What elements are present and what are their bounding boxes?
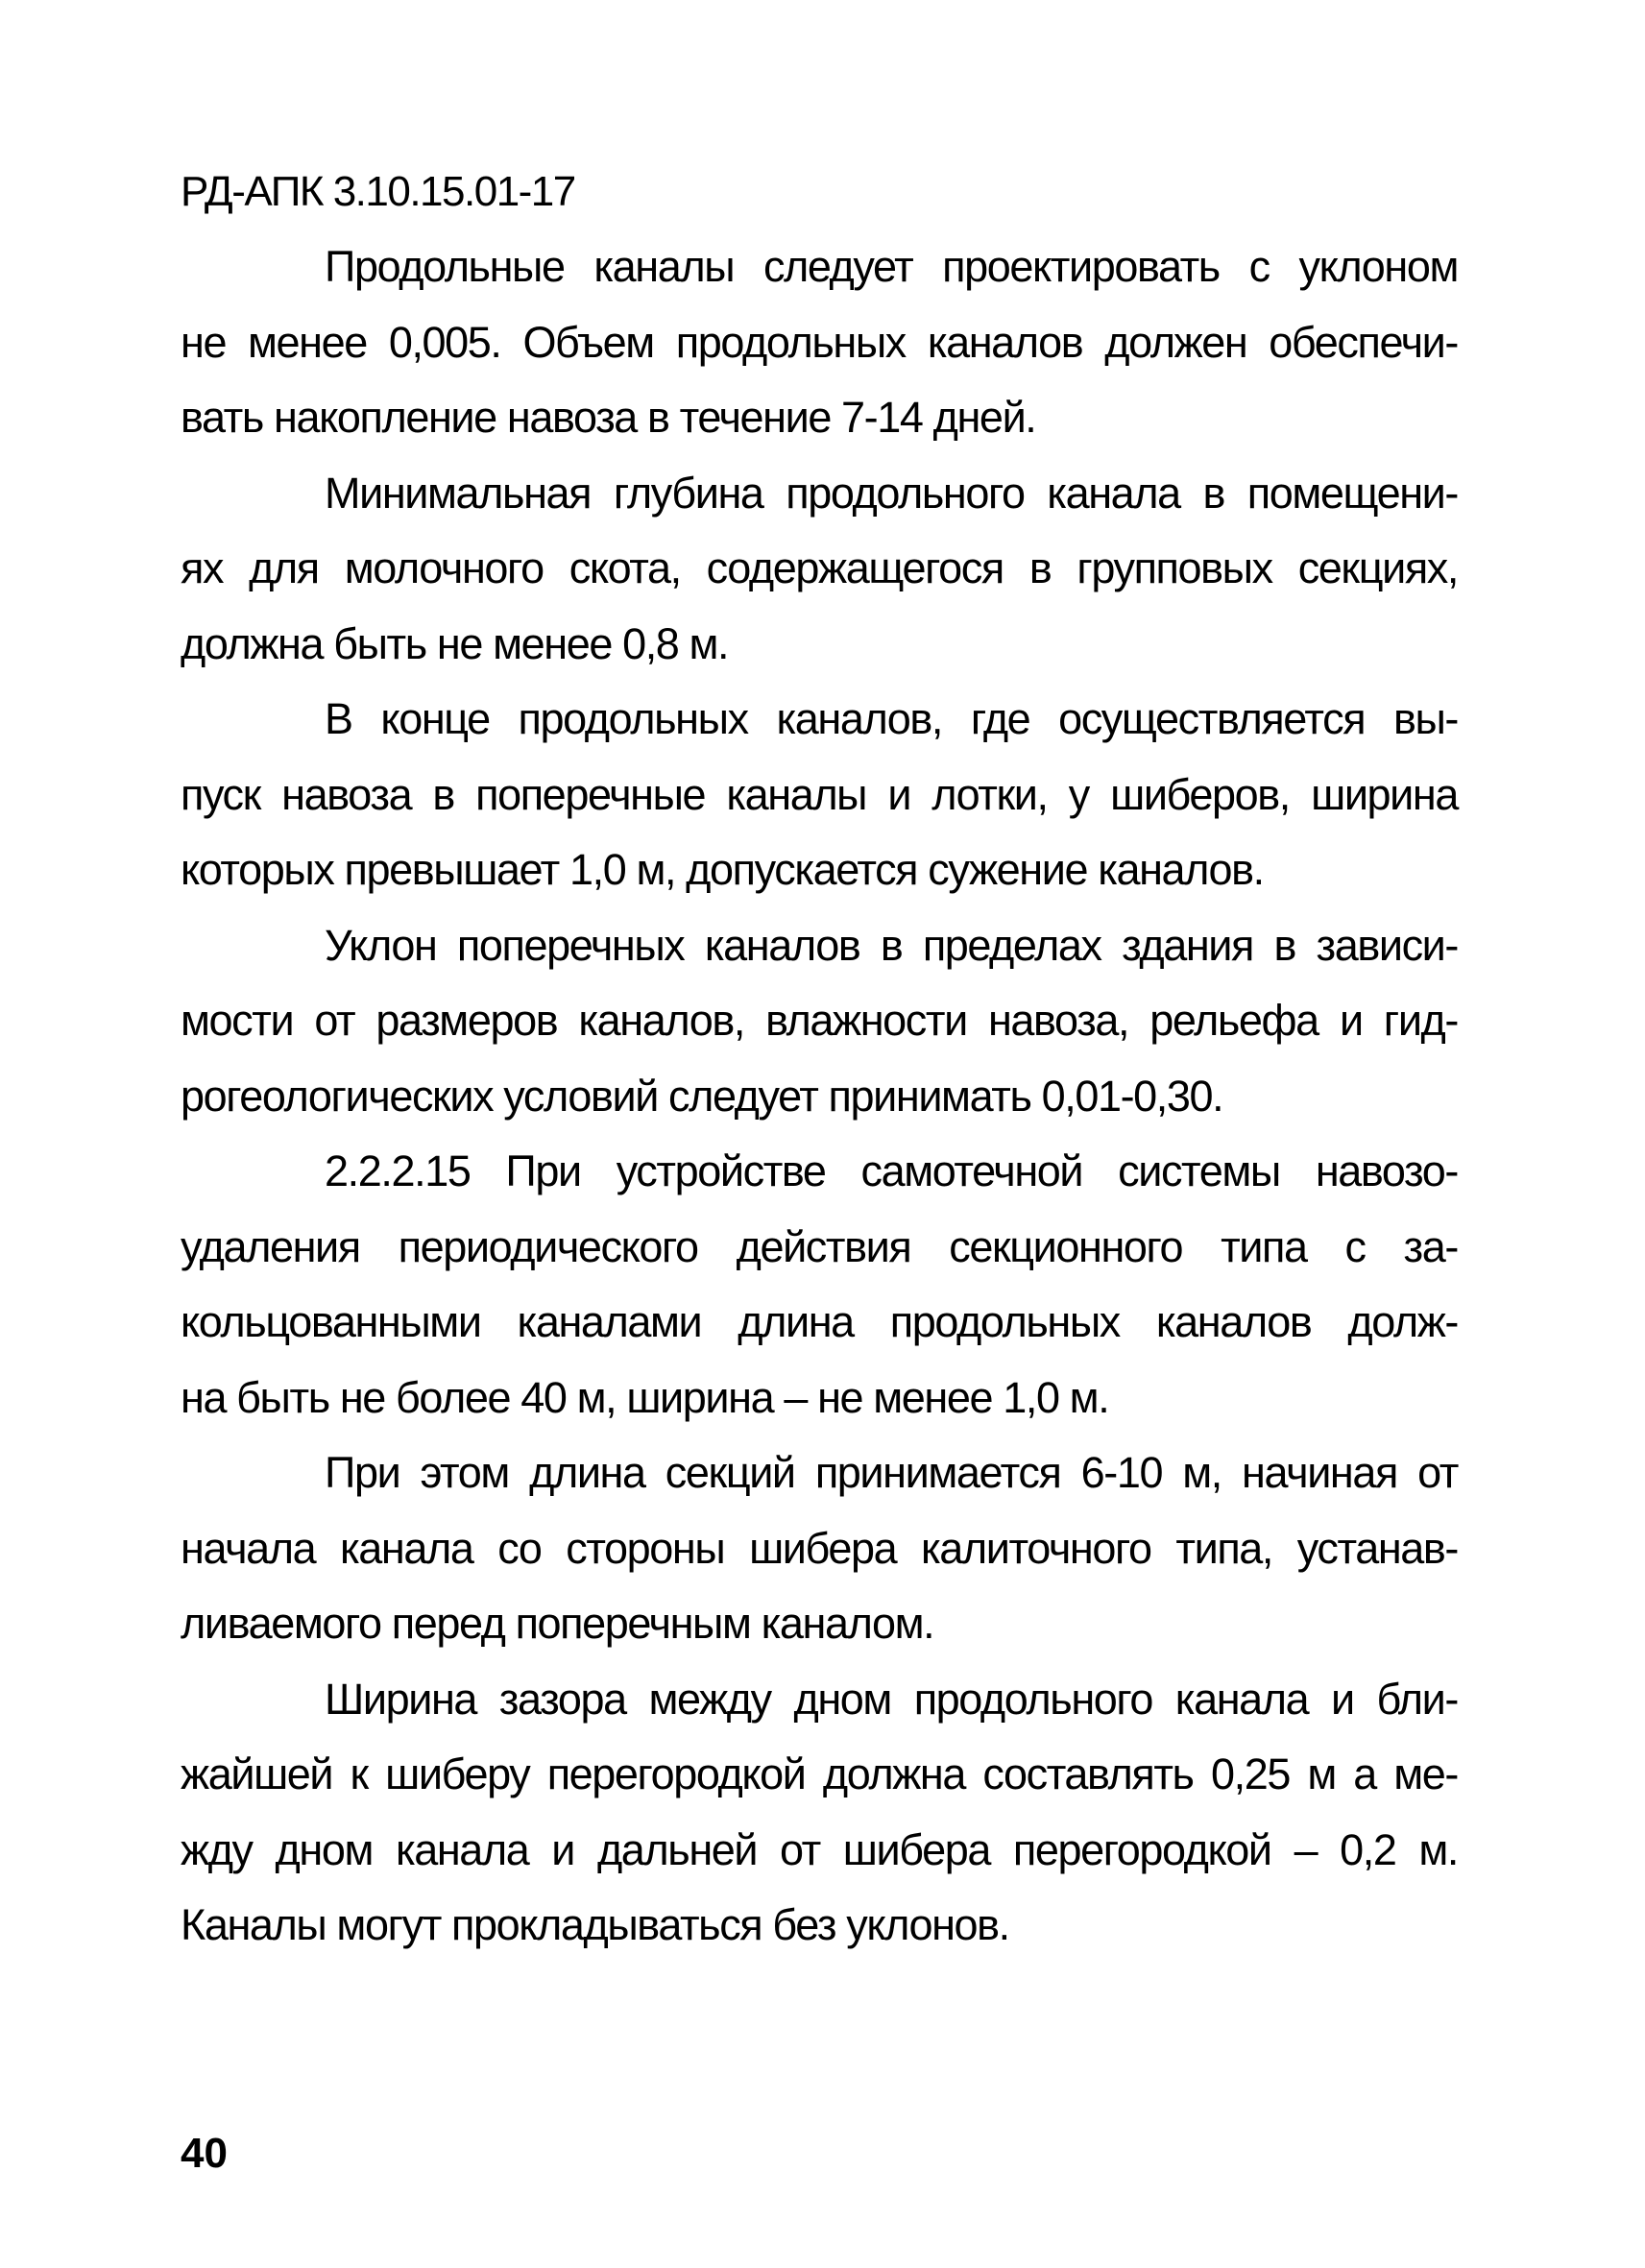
document-body: [181, 229, 1458, 1964]
text-line: должна быть не менее 0,8 м.: [181, 618, 729, 668]
text-line: кольцованными каналами длина продольных каналов долж-: [181, 1297, 1458, 1346]
paragraph: [181, 456, 1458, 683]
text-line: жайшей к шиберу перегородкой должна составлять 0,25 м а ме-: [181, 1749, 1458, 1798]
paragraph: [181, 682, 1458, 908]
text-line: Уклон поперечных каналов в пределах здания в зависи-: [325, 920, 1458, 970]
paragraph: [181, 229, 1458, 456]
text-line: пуск навоза в поперечные каналы и лотки, у шиберов, ширина: [181, 769, 1458, 819]
text-line: удаления периодического действия секционного типа с за-: [181, 1221, 1458, 1271]
text-line: При этом длина секций принимается 6-10 м, начиная от: [325, 1448, 1458, 1497]
text-line: жду дном канала и дальней от шибера перегородкой – 0,2 м.: [181, 1824, 1458, 1874]
text-line: рогеологических условий следует принимать 0,01-0,30.: [181, 1071, 1223, 1121]
text-line: ях для молочного скота, содержащегося в групповых секциях,: [181, 543, 1458, 592]
page-number: 40: [181, 2130, 228, 2177]
text-line: мости от размеров каналов, влажности навоза, рельефа и гид-: [181, 996, 1458, 1045]
paragraph: [181, 1436, 1458, 1662]
text-line: Каналы могут прокладываться без уклонов.: [181, 1900, 1009, 1949]
text-line: на быть не более 40 м, ширина – не менее 1,0 м.: [181, 1372, 1109, 1422]
text-line: В конце продольных каналов, где осуществляется вы-: [325, 694, 1458, 743]
text-line: 2.2.2.15 При устройстве самотечной системы навозо-: [325, 1146, 1458, 1195]
text-line: вать накопление навоза в течение 7-14 дней.: [181, 393, 1036, 442]
text-line: начала канала со стороны шибера калиточного типа, устанав-: [181, 1523, 1458, 1573]
text-line: Ширина зазора между дном продольного канала и бли-: [325, 1674, 1458, 1724]
text-line: которых превышает 1,0 м, допускается сужение каналов.: [181, 845, 1264, 894]
paragraph: [181, 908, 1458, 1135]
document-header: РД-АПК 3.10.15.01-17: [181, 168, 575, 215]
text-line: Продольные каналы следует проектировать с уклоном: [325, 242, 1458, 291]
paragraph: [181, 1134, 1458, 1436]
text-line: не менее 0,005. Объем продольных каналов должен обеспечи-: [181, 317, 1458, 367]
paragraph: [181, 1662, 1458, 1964]
text-line: Минимальная глубина продольного канала в помещени-: [325, 468, 1458, 518]
text-line: ливаемого перед поперечным каналом.: [181, 1599, 934, 1648]
